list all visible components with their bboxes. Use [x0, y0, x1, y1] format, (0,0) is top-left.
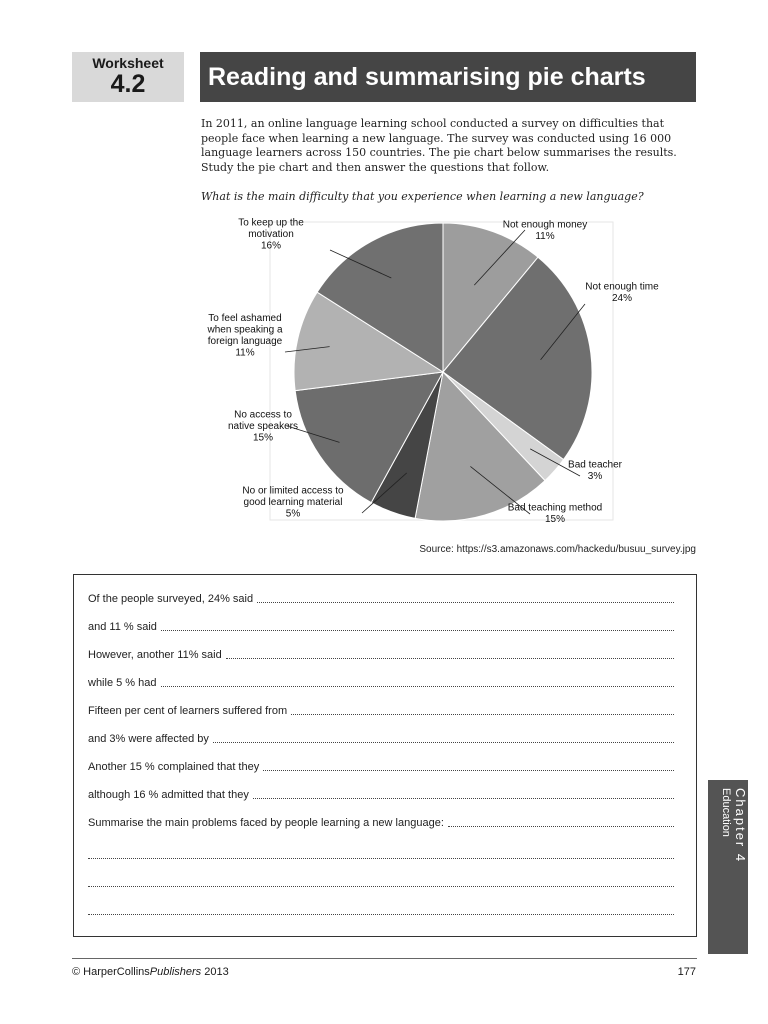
copyright-year: 2013	[201, 966, 229, 978]
slice-label-line: 11%	[535, 230, 555, 242]
answer-line[interactable]	[88, 815, 674, 829]
slice-label-line: when speaking a	[207, 324, 283, 336]
answer-dotted-line[interactable]	[88, 876, 674, 887]
slice-label-line: Bad teacher	[568, 459, 622, 471]
copyright-text: © HarperCollins	[72, 966, 150, 978]
slice-label-line: Bad teaching method	[507, 502, 603, 514]
slice-label	[228, 410, 298, 444]
slice-label	[242, 486, 344, 520]
slice-label	[568, 459, 623, 482]
survey-question: What is the main difficulty that you experience when learning a new language?	[201, 190, 644, 203]
slice-label	[585, 281, 659, 304]
intro-paragraph: In 2011, an online language learning school conducted a survey on difficulties that people face when learning a new language. The survey was conducted using 16 000 language learners across 150 countries. The pie chart below summarises the results. Study the pie chart and then answer the questions that follow.	[201, 117, 677, 174]
slice-label-line: 15%	[544, 513, 566, 525]
answer-line[interactable]	[88, 703, 674, 717]
answer-dotted-line[interactable]	[88, 848, 674, 859]
chapter-subject: Education	[720, 788, 732, 837]
slice-label-line: To feel ashamed	[208, 312, 282, 324]
answer-box	[73, 574, 697, 937]
slice-label-line: 5%	[285, 508, 301, 520]
page-number: 177	[677, 966, 696, 978]
answer-dotted-line[interactable]	[253, 788, 674, 799]
answer-prompt: Fifteen per cent of learners suffered from	[88, 705, 288, 717]
answer-line[interactable]	[88, 675, 674, 689]
footer-divider	[72, 958, 697, 959]
answer-line[interactable]	[88, 903, 674, 917]
slice-label-line: Not enough money	[502, 219, 588, 231]
slice-label-line: native speakers	[227, 421, 299, 432]
answer-dotted-line[interactable]	[161, 620, 674, 631]
answer-dotted-line[interactable]	[257, 592, 674, 603]
answer-prompt: Of the people surveyed, 24% said	[88, 593, 254, 605]
worksheet-badge	[72, 52, 184, 102]
answer-line[interactable]	[88, 731, 674, 745]
slice-label-line: 16%	[260, 240, 282, 252]
footer-copyright	[72, 966, 229, 978]
slice-label	[238, 218, 304, 252]
answer-prompt: Another 15 % complained that they	[88, 761, 260, 773]
chapter-label: Chapter 4	[733, 788, 748, 864]
slice-label-line: Not enough time	[585, 281, 659, 293]
answer-line[interactable]	[88, 591, 674, 605]
slice-label-line: good learning material	[243, 497, 343, 508]
answer-line[interactable]	[88, 619, 674, 633]
page-title: Reading and summarising pie charts	[200, 52, 696, 102]
slice-label-line: 24%	[611, 292, 633, 304]
answer-prompt: and 11 % said	[88, 621, 157, 633]
answer-dotted-line[interactable]	[213, 732, 674, 743]
answer-dotted-line[interactable]	[448, 816, 674, 827]
answer-dotted-line[interactable]	[263, 760, 674, 771]
answer-line[interactable]	[88, 647, 674, 661]
answer-prompt: Summarise the main problems faced by people learning a new language:	[88, 817, 444, 829]
worksheet-label: Worksheet	[92, 55, 164, 71]
slice-label-line: foreign language	[207, 335, 283, 347]
answer-dotted-line[interactable]	[88, 904, 674, 915]
slice-label-line: 11%	[235, 347, 255, 359]
publisher-text: Publishers	[149, 966, 202, 978]
answer-prompt: while 5 % had	[88, 677, 157, 689]
slice-label-line: motivation	[248, 229, 294, 240]
worksheet-number: 4.2	[110, 70, 146, 98]
answer-line[interactable]	[88, 847, 674, 861]
answer-dotted-line[interactable]	[291, 704, 674, 715]
answer-line[interactable]	[88, 875, 674, 889]
slice-label-line: To keep up the	[238, 217, 304, 229]
slice-label	[508, 502, 603, 525]
slice-label-line: No or limited access to	[242, 485, 344, 497]
slice-label-line: No access to	[234, 409, 292, 421]
answer-prompt: although 16 % admitted that they	[88, 789, 249, 801]
pie-chart	[190, 212, 659, 537]
answer-line[interactable]	[88, 787, 674, 801]
slice-label-line: 15%	[252, 432, 274, 444]
chapter-tab	[708, 780, 748, 954]
slice-label	[503, 219, 588, 242]
slice-label	[206, 313, 282, 359]
answer-prompt: and 3% were affected by	[88, 733, 209, 745]
answer-prompt: However, another 11% said	[88, 649, 222, 661]
answer-dotted-line[interactable]	[226, 648, 674, 659]
slice-label-line: 3%	[587, 470, 603, 482]
answer-dotted-line[interactable]	[161, 676, 675, 687]
source-citation: Source: https://s3.amazonaws.com/hackedu/busuu_survey.jpg	[419, 544, 696, 555]
answer-line[interactable]	[88, 759, 674, 773]
